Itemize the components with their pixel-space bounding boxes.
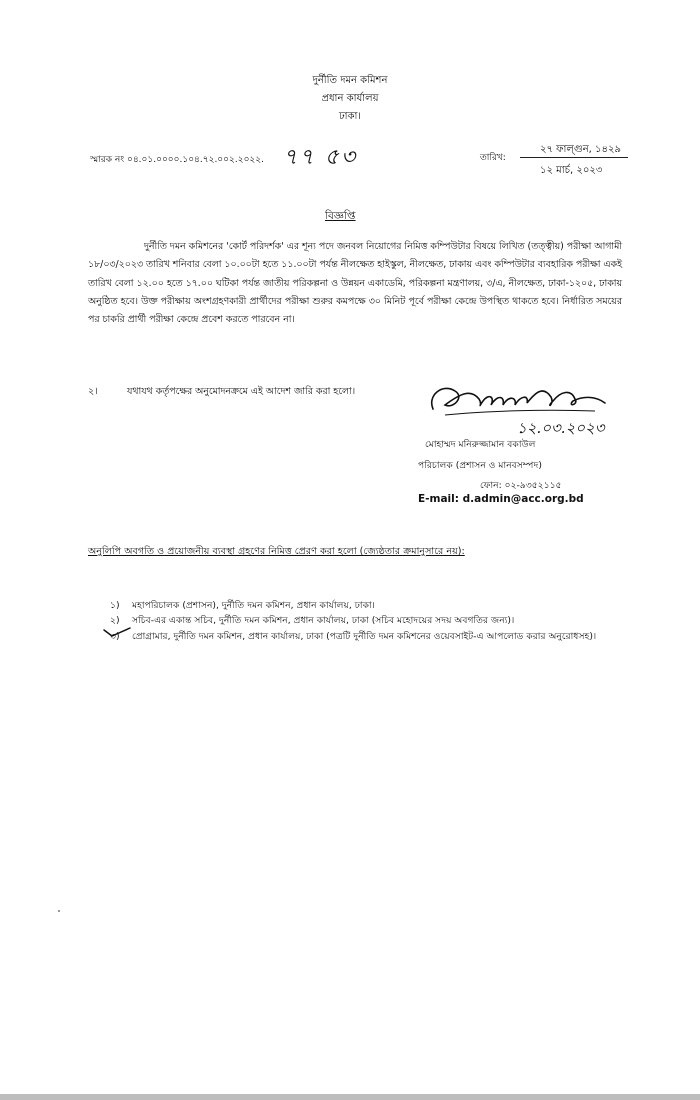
item-text: যথাযথ কর্তৃপক্ষের অনুমোদনক্রমে এই আদেশ জারি করা হলো।: [127, 386, 356, 397]
notice-title: বিজ্ঞপ্তি: [325, 210, 356, 222]
distribution-item: [110, 612, 610, 629]
distribution-item-number: ৩): [110, 631, 120, 642]
signatory-designation: পরিচালক (প্রশাসন ও মানবসম্পদ): [418, 460, 542, 471]
handwritten-signature: [425, 375, 615, 441]
distribution-item-text: মহাপরিচালক (প্রশাসন), দুর্নীতি দমন কমিশন, প্রধান কার্যালয়, ঢাকা।: [132, 600, 375, 611]
office-name: প্রধান কার্যালয়: [321, 93, 379, 104]
signatory-name: মোহাম্মদ মনিরুজ্জামান বকাউল: [425, 439, 536, 450]
date-english: ১২ মার্চ, ২০২৩: [540, 165, 603, 176]
notice-paragraph: দুর্নীতি দমন কমিশনের 'কোর্ট পরিদর্শক' এর শূন্য পদে জনবল নিয়োগের নিমিত্ত কম্পিউটার বিষয়ে লিখিত (তত্ত্বীয়) পরীক্ষা আগামী ১৮/০৩/২০২৩ তারিখ শনিবার বেলা ১০.০০টা হতে ১১.০০টা পর্যন্ত নীলক্ষেত হাইস্কুল, নীলক্ষেত, ঢাকায় এবং কম্পিউটার ব্যবহারিক পরীক্ষা একই তারিখ বেলা ১২.০০ হতে ১৭.০০ ঘটিকা পর্যন্ত জাতীয় পরিকল্পনা ও উন্নয়ন একাডেমি, পরিকল্পনা মন্ত্রণালয়, ৩/এ, নীলক্ষেত, ঢাকা-১২০৫, ঢাকায় অনুষ্ঠিত হবে। উক্ত পরীক্ষায় অংশগ্রহণকারী প্রার্থীদের পরীক্ষা শুরুর কমপক্ষে ৩০ মিনিট পূর্বে পরীক্ষা কেন্দ্রে উপস্থিত থাকতে হবে। নির্ধারিত সময়ের পর চাকরি প্রার্থী পরীক্ষা কেন্দ্রে প্রবেশ করতে পারবেন না।: [88, 241, 622, 326]
org-name: দুর্নীতি দমন কমিশন: [312, 75, 388, 86]
date-divider: [520, 157, 628, 158]
handwritten-reference-number: ৭৭ ৫৩: [283, 145, 358, 170]
distribution-item-number: ২): [110, 615, 120, 626]
distribution-item-text: প্রোগ্রামার, দুর্নীতি দমন কমিশন, প্রধান কার্যালয়, ঢাকা (পত্রটি দুর্নীতি দমন কমিশনের ওয়েবসাইট-এ আপলোড করার অনুরোধসহ)।: [132, 631, 597, 642]
signatory-email: E-mail: d.admin@acc.org.bd: [418, 493, 584, 505]
distribution-heading: অনুলিপি অবগতি ও প্রয়োজনীয় ব্যবস্থা গ্রহণের নিমিত্ত প্রেরণ করা হলো (জ্যেষ্ঠতার ক্রমানুসারে নয়):: [88, 546, 465, 557]
page-bottom-border: [0, 1094, 700, 1100]
item-number: ২।: [88, 386, 98, 397]
date-bangla: ২৭ ফাল্গুন, ১৪২৯: [540, 144, 622, 155]
city-name: ঢাকা।: [338, 111, 362, 122]
signature-date: ১২.০৩.২০২৩: [517, 419, 605, 437]
distribution-item-number: ১): [110, 600, 120, 611]
scan-speck: [58, 910, 60, 912]
memo-reference: স্মারক নং ০৪.০১.০০০০.১০৪.৭২.০০২.২০২২.: [90, 155, 264, 165]
distribution-item-text: সচিব-এর একান্ত সচিব, দুর্নীতি দমন কমিশন, প্রধান কার্যালয়, ঢাকা (সচিব মহোদয়ের সদয় অবগতির জন্য)।: [132, 615, 515, 626]
signatory-phone: ফোন: ০২-৯৩৫২১১৫: [480, 480, 562, 491]
handwritten-tick-icon: [102, 625, 132, 644]
date-label: তারিখ:: [480, 153, 506, 163]
distribution-item: [110, 628, 630, 645]
